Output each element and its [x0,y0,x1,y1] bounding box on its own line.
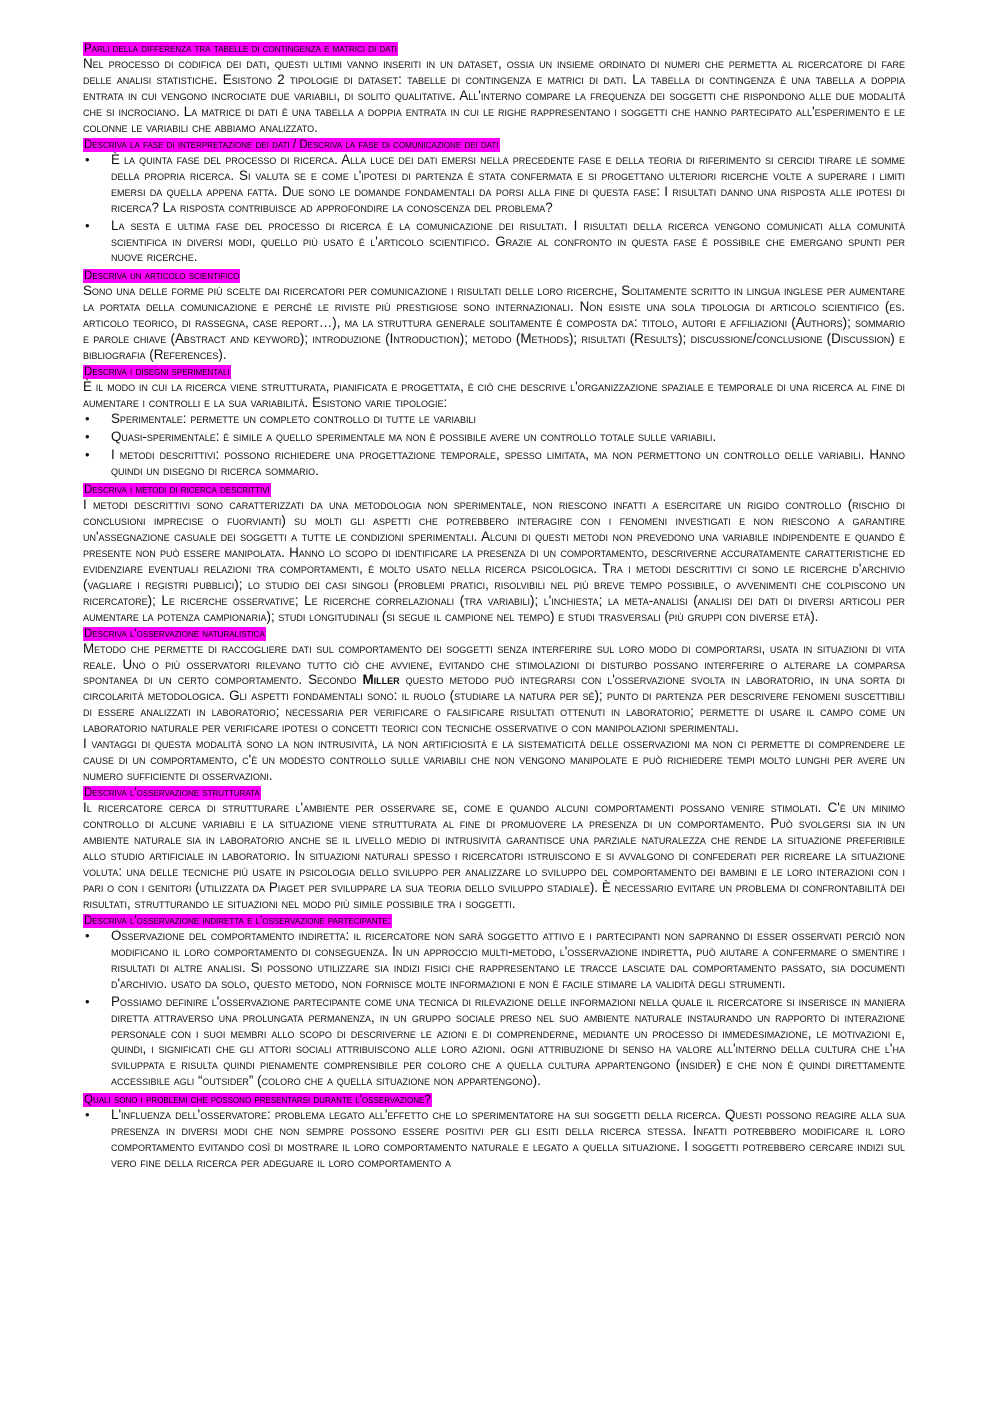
list-item: • Possiamo definire l'osservazione partecipante come una tecnica di rilevazione delle informazioni nella quale il ricercatore si inserisce in maniera diretta attraverso una prolungata permanenza, in un gruppo sociale preso nel suo ambiente naturale instaurando un rapporto di interazione personale con i suoi membri allo scopo di descriverne le azioni e di comprenderne, mediante un processo di immedesimazione, le motivazioni e, quindi, i significati che gli attori sociali attribuiscono alle loro azioni. ogni attribuzione di senso ha valore all'interno della cultura che l'ha sviluppata e risulta quindi pienamente comprensibile per coloro che a quella cultura appartengono (insider) e che non è quindi direttamente accessibile agli “outsider” (coloro che a quella situazione non appartengono). [83,994,905,1090]
list-item: • È la quinta fase del processo di ricerca. Alla luce dei dati emersi nella precedente fase e della teoria di riferimento si cercidi tirare le somme della propria ricerca. Si valuta se e come l'ipotesi di partenza è stata confermata e si progettano ulteriori ricerche volte a superare i limiti emersi da quella appena fatta. Due sono le domande fondamentali da porsi alla fine di questa fase: I risultati danno una risposta alle ipotesi di ricerca? La risposta contribuisce ad approfondire la conoscenza del problema? [83,152,905,216]
section-heading: Descriva i disegni sperimentali [84,366,230,379]
list-item: • L'influenza dell'osservatore: problema legato all'effetto che lo sperimentatore ha sui soggetti della ricerca. Questi possono reagire alla sua presenza in diversi modi che non sempre possono essere positivi per gli esiti della ricerca stessa. Infatti potrebbero modificare il loro comportamento evitando così di mostrare il loro comportamento naturale e legato a quella situazione. I soggetti potrebbero cercare indizi sul vero fine della ricerca per adeguare il loro comportamento a [83,1107,905,1171]
section-paragraph: Nel processo di codifica dei dati, questi ultimi vanno inseriti in un dataset, ossia un insieme ordinato di numeri che permetta al ricercatore di fare delle analisi statistiche. Esistono 2 tipologie di dataset: tabelle di contingenza e matrici di dati. La tabella di contingenza è una tabella a doppia entrata in cui vengono incrociate due variabili, di solito qualitative. All'interno compare la frequenza dei soggetti che rispondono alle due modalità che si incrociano. La matrice di dati è una tabella a doppia entrata in cui le righe rappresentano i soggetti che hanno partecipato all'esperimento e le colonne le variabili che abbiamo analizzato. [83,56,905,135]
section-paragraph: È il modo in cui la ricerca viene strutturata, pianificata e progettata, è ciò che descrive l'organizzazione spaziale e temporale di una ricerca al fine di aumentare i controlli e la sua variabilità. Esistono varie tipologie: [83,379,905,411]
section-paragraph: Il ricercatore cerca di strutturare l'ambiente per osservare se, come e quando alcuni comportamenti possano venire stimolati. C'è un minimo controllo di alcune variabili e la situazione viene strutturata al fine di promuovere la presenza di un comportamento. Può svolgersi sia in un ambiente naturale sia in laboratorio anche se il livello medio di intrusività garantisce una parziale naturalezza che rende la situazione preferibile allo studio artificiale in laboratorio. In situazioni naturali spesso i ricercatori istruiscono e si avvalgono di confederati per ricreare la situazione voluta: una delle tecniche più usate in psicologia dello sviluppo per analizzare lo sviluppo del comportamento dei bambini e le loro interazioni con i pari o con i genitori (utilizzata da Piaget per sviluppare la sua teoria dello sviluppo stadiale). È necessario evitare un problema di confrontabilità dei risultati, strutturando le situazioni nel modo più simile possibile tra i soggetti. [83,800,905,911]
document-page [83,40,905,1173]
list-item: • Osservazione del comportamento indiretta: il ricercatore non sarà soggetto attivo e i partecipanti non sapranno di esser osservati perciò non modificano il loro comportamento di conseguenza. In un approccio multi-metodo, l'osservazione indiretta, può aiutare a confermare o smentire i risultati di altre analisi. Si possono utilizzare sia indizi fisici che rappresentano le tracce lasciate dal comportamento passato, sia documenti d'archivio. usato da solo, questo metodo, non fornisce molte informazioni e non è facile stimare la validità degli strumenti. [83,928,905,992]
list-item: • I metodi descrittivi: possono richiedere una progettazione temporale, spesso limitata, ma non permettono un controllo delle variabili. Hanno quindi un disegno di ricerca sommario. [83,447,905,479]
list-item: • La sesta e ultima fase del processo di ricerca è la comunicazione dei risultati. I risultati della ricerca vengono comunicati alla comunità scientifica in diversi modi, quello più usato è l'articolo scientifico. Grazie al confronto in questa fase è possibile che emergano spunti per nuove ricerche. [83,218,905,266]
section-heading: Descriva l'osservazione naturalistica [84,627,265,640]
section-heading: Parli della differenza tra tabelle di contingenza e matrici di dati [84,43,397,55]
bullet-list [83,152,905,266]
section-paragraph: I metodi descrittivi sono caratterizzati da una metodologia non sperimentale, non riescono infatti a esercitare un rigido controllo (rischio di conclusioni imprecise o fuorvianti) su molti gli aspetti che potrebbero interagire con i fenomeni investigati e non riescono a garantire un'assegnazione casuale dei soggetti a tutte le condizioni sperimentali. Alcuni di questi metodi non prevedono una variabile indipendente e quando è presente non può essere manipolata. Hanno lo scopo di identificare la presenza di un comportamento, descriverne accuratamente caratteristiche ed evidenziare eventuali relazioni tra comportamenti, è molto usato nella ricerca psicologica. Tra i metodi descrittivi ci sono le ricerche d'archivio (vagliare i registri pubblici); lo studio dei casi singoli (problemi pratici, risolvibili nel più breve tempo possibile, o avvenimenti che colpiscono un ricercatore); Le ricerche osservative; Le ricerche correlazionali (tra variabili); l'inchiesta; la meta-analisi (analisi dei dati di diversi articoli per aumentare la potenza campionaria); studi longitudinali (si segue il campione nel tempo) e studi trasversali (più gruppi con diverse età). [83,496,905,624]
section-paragraph [83,641,905,737]
list-item: • Sperimentale: permette un completo controllo di tutte le variabili [83,411,905,427]
bullet-list [83,1107,905,1171]
bullet-list [83,411,905,479]
paragraph-text: Metodo che permette di raccogliere dati sul comportamento dei soggetti senza interferire sul loro modo di comportarsi, usata in situazioni di vita reale. Uno o più osservatori rilevano tutto ciò che avviene, evitando che stimolazioni di disturbo possano interferire o alterare la comparsa spontanea di un certo comportamento. Secondo [83,640,905,688]
section-heading: Descriva l'osservazione indiretta e l'osservazione partecipante: [84,914,392,927]
paragraph-text: questo metodo può integrarsi con l'osservazione svolta in laboratorio, in una sorta di circolarità metodologica. Gli aspetti fondamentali sono: il ruolo (studiare la natura per sé); punto di partenza per descrivere fenomeni suscettibili di essere analizzati in laboratorio; necessaria per verificare o falsificare risultati ottenuti in laboratorio; permette di usare il campo come un laboratorio naturale per verificare ipotesi o concetti teorici con tecniche osservative o con manipolazioni sperimentali. [83,672,905,736]
section-heading: Quali sono i problemi che possono presentarsi durante l'osservazione? [84,1094,431,1107]
section-heading: Descriva la fase di interpretazione dei dati / Descriva la fase di comunicazione dei dati [84,138,499,151]
section-heading: Descriva un articolo scientifico [84,270,240,283]
section-paragraph: Sono una delle forme più scelte dai ricercatori per comunicazione i risultati delle loro ricerche, Solitamente scritto in lingua inglese per aumentare la portata della comunicazione e perché le riviste più prestigiose sono internazionali. Non esiste una sola tipologia di articolo scientifico (es. articolo teorico, di rassegna, case report…), ma la struttura generale solitamente è composta da: titolo, autori e affiliazioni (Authors); sommario e parole chiave (Abstract and keyword); introduzione (Introduction); metodo (Methods); risultati (Results); discussione/conclusione (Discussion) e bibliografia (References). [83,283,905,363]
author-name: Miller [362,672,400,688]
section-heading: Descriva l'osservazione strutturata [84,787,260,800]
bullet-list [83,928,905,1090]
section-heading: Descriva i metodi di ricerca descrittivi [84,483,270,496]
section-paragraph: I vantaggi di questa modalità sono la non intrusività, la non artificiosità e la sistematicità delle osservazioni ma non ci permette di comprendere le cause di un comportamento, c'è un modesto controllo sulle variabili che non vengono manipolate e può richiedere tempi molto lunghi per avere un numero sufficiente di osservazioni. [83,736,905,784]
list-item: • Quasi-sperimentale: è simile a quello sperimentale ma non è possibile avere un controllo totale sulle variabili. [83,429,905,445]
